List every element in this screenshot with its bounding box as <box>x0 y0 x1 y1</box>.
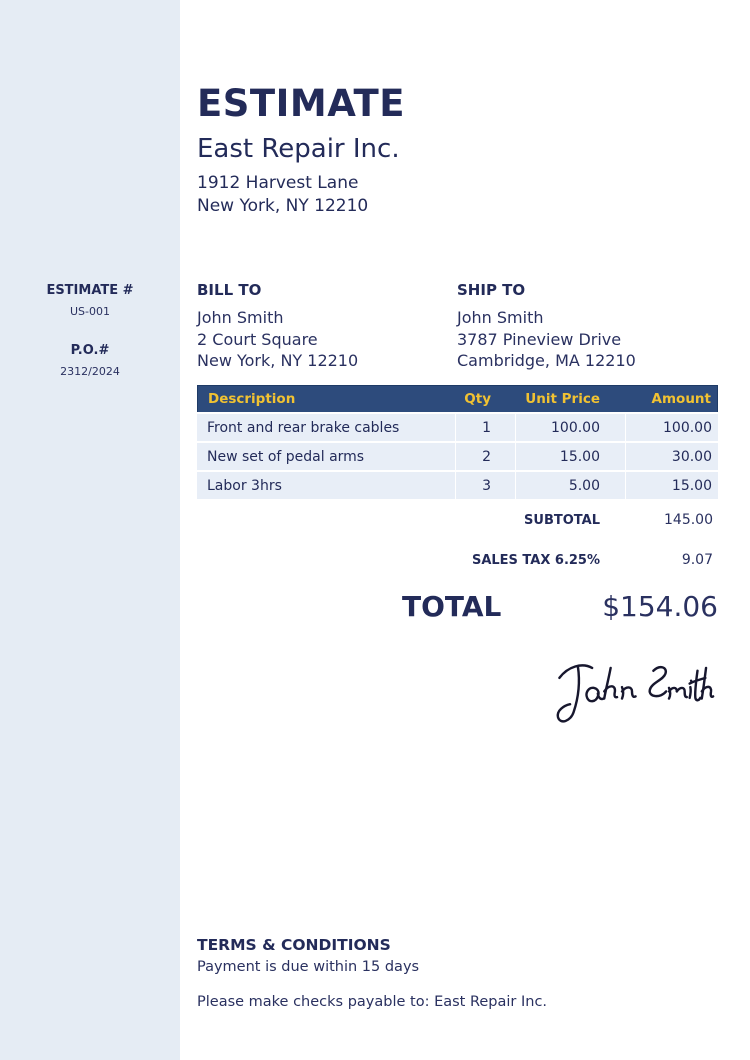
item-qty: 3 <box>455 470 515 499</box>
item-description: Labor 3hrs <box>197 470 455 499</box>
subtotal-label: SUBTOTAL <box>524 513 600 528</box>
header-description: Description <box>197 385 455 412</box>
bill-to-block <box>197 281 457 372</box>
estimate-meta <box>0 283 180 378</box>
terms-checks-line: Please make checks payable to: East Repair Inc. <box>197 994 548 1010</box>
ship-to-label: SHIP TO <box>457 281 526 299</box>
item-amount: 100.00 <box>625 412 718 441</box>
company-name: East Repair Inc. <box>197 134 400 164</box>
sales-tax-row <box>197 552 718 568</box>
subtotal-row <box>197 512 718 528</box>
grand-total-label: TOTAL <box>402 590 502 623</box>
signature-handwriting-icon <box>548 650 716 730</box>
ship-to-street: 3787 Pineview Drive <box>457 329 622 349</box>
document-header <box>197 82 405 218</box>
item-qty: 1 <box>455 412 515 441</box>
item-unit-price: 15.00 <box>515 441 625 470</box>
bill-to-name: John Smith <box>197 308 284 327</box>
line-items-section <box>197 385 718 499</box>
left-sidebar-panel <box>0 0 180 1060</box>
item-qty: 2 <box>455 441 515 470</box>
po-number-value: 2312/2024 <box>60 365 120 378</box>
subtotal-value: 145.00 <box>664 512 713 528</box>
sales-tax-label: SALES TAX 6.25% <box>471 553 600 568</box>
terms-payment-line: Payment is due within 15 days <box>197 959 420 975</box>
table-header-row <box>197 385 718 412</box>
sales-tax-value: 9.07 <box>681 552 713 568</box>
bill-to-city: New York, NY 12210 <box>197 351 359 370</box>
company-address-line1: 1912 Harvest Lane <box>197 173 359 193</box>
grand-total-row <box>197 590 718 623</box>
line-items-table <box>197 385 718 499</box>
po-number-label: P.O.# <box>70 343 110 358</box>
header-unit-price: Unit Price <box>515 385 625 412</box>
grand-total-value: $154.06 <box>602 590 718 623</box>
bill-to-label: BILL TO <box>197 281 262 299</box>
header-qty: Qty <box>455 385 515 412</box>
item-amount: 30.00 <box>625 441 718 470</box>
item-unit-price: 5.00 <box>515 470 625 499</box>
table-row <box>197 470 718 499</box>
estimate-number-group <box>0 283 180 318</box>
ship-to-block <box>457 281 717 372</box>
totals-section <box>197 512 718 592</box>
terms-section <box>197 936 547 1010</box>
bill-to-street: 2 Court Square <box>197 329 318 349</box>
item-description: Front and rear brake cables <box>197 412 455 441</box>
table-row <box>197 412 718 441</box>
company-address <box>197 172 405 218</box>
header-amount: Amount <box>625 385 718 412</box>
item-amount: 15.00 <box>625 470 718 499</box>
company-address-line2: New York, NY 12210 <box>197 196 369 216</box>
billing-shipping-section <box>197 281 717 372</box>
ship-to-name: John Smith <box>457 308 544 327</box>
item-unit-price: 100.00 <box>515 412 625 441</box>
ship-to-city: Cambridge, MA 12210 <box>457 351 636 370</box>
po-number-group <box>0 343 180 378</box>
estimate-number-label: ESTIMATE # <box>46 283 134 298</box>
signature <box>548 650 716 730</box>
terms-title: TERMS & CONDITIONS <box>197 936 391 954</box>
item-description: New set of pedal arms <box>197 441 455 470</box>
estimate-number-value: US-001 <box>70 305 110 318</box>
page-title: ESTIMATE <box>197 82 406 125</box>
table-row <box>197 441 718 470</box>
